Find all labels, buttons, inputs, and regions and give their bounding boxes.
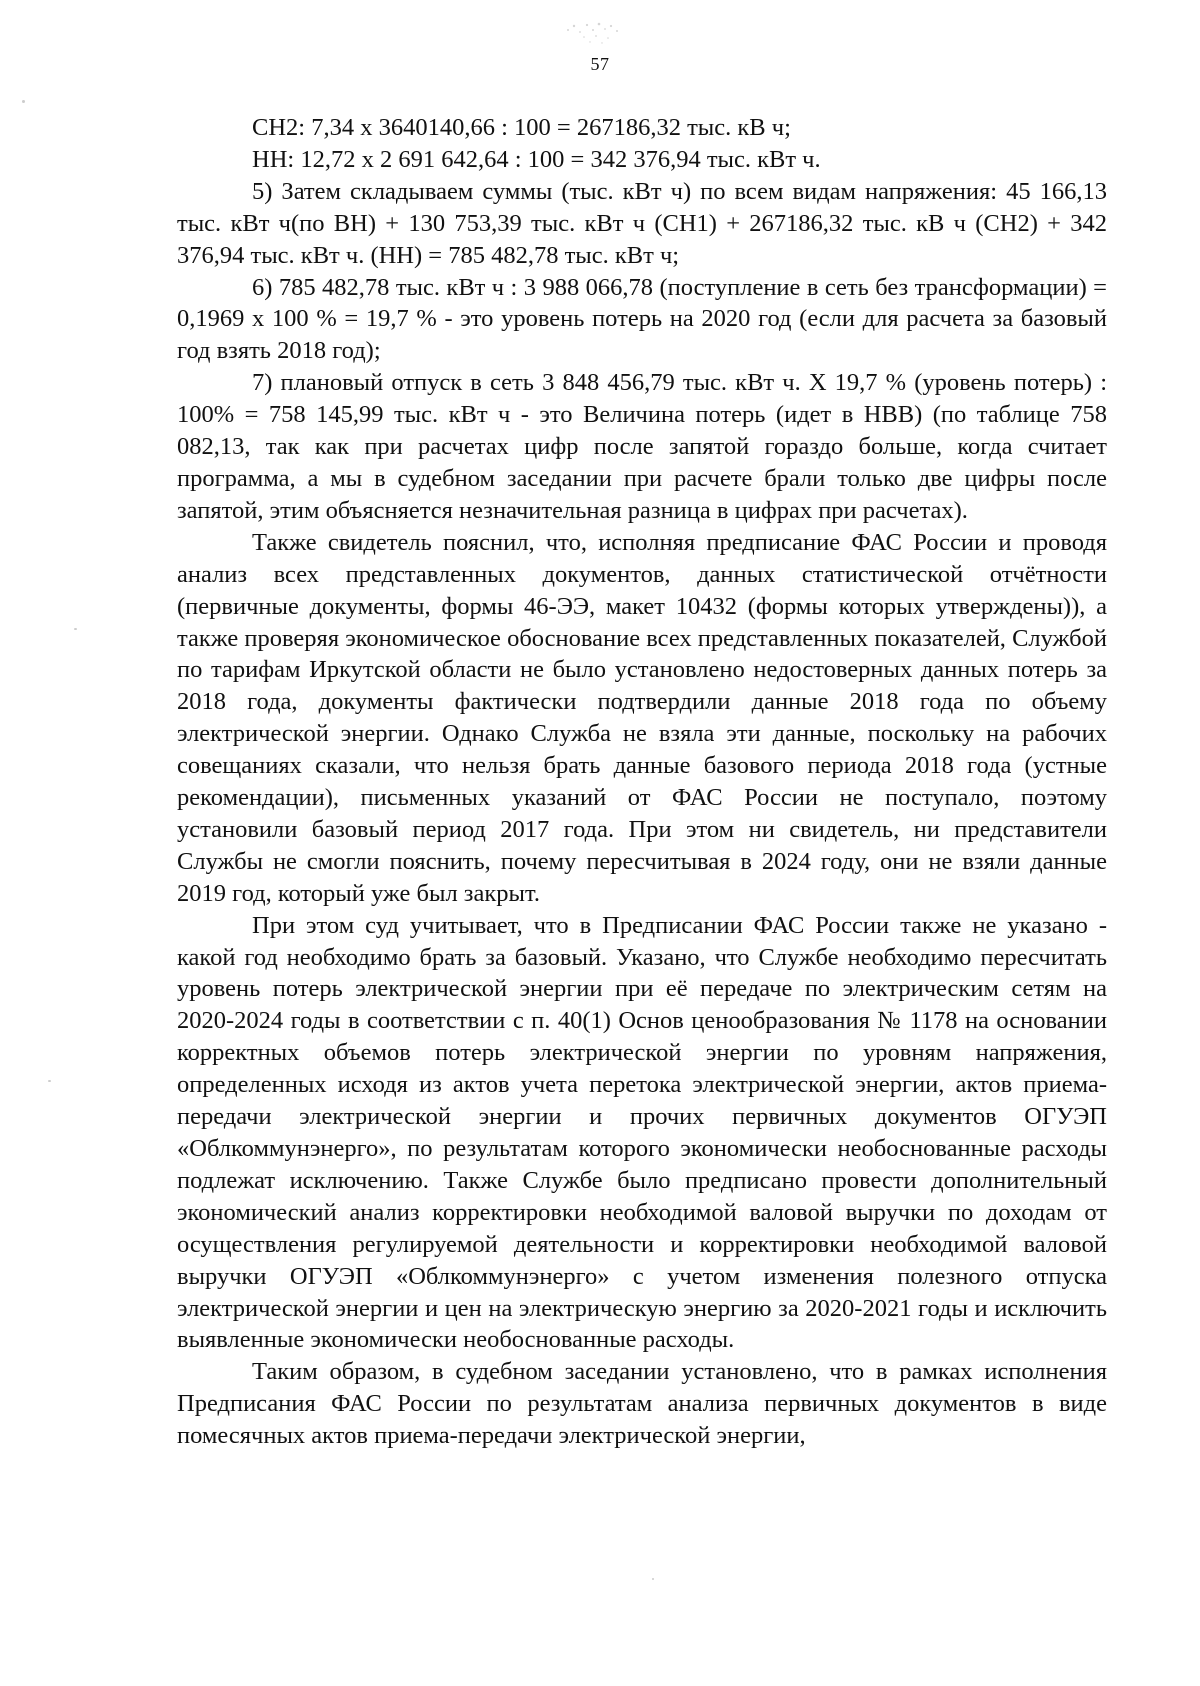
scan-speck bbox=[48, 1080, 51, 1082]
faint-stamp-mark bbox=[560, 16, 630, 50]
paragraph-witness-explanation: Также свидетель пояснил, что, исполняя предписание ФАС России и проводя анализ всех представленных документов, данных статистической отчётности (первичные документы, формы 46-ЭЭ, макет 10432 (формы которых утверждены)), а также проверяя экономическое обоснование всех представленных показателей, Службой по тарифам Иркутской области не было установлено недостоверных данных потерь за 2018 года, документы фактически подтвердили данные 2018 года по объему электрической энергии. Однако Служба не взяла эти данные, поскольку на рабочих совещаниях сказали, что нельзя брать данные базового периода 2018 года (устные рекомендации), письменных указаний от ФАС России не поступало, поэтому установили базовый период 2017 года. При этом ни свидетель, ни представители Службы не смогли пояснить, почему пересчитывая в 2024 году, они не взяли данные 2019 год, который уже был закрыт. bbox=[177, 528, 1107, 907]
paragraph-step-6: 6) 785 482,78 тыс. кВт ч : 3 988 066,78 (поступление в сеть без трансформации) = 0,1969 х 100 % = 19,7 % - это уровень потерь на 2020 год (если для расчета за базовый год взять 2018 год); bbox=[177, 273, 1107, 365]
paragraph-conclusion: Таким образом, в судебном заседании установлено, что в рамках исполнения Предписания ФАС России по результатам анализа первичных документов в виде помесячных актов приема-передачи электрической энергии, bbox=[177, 1358, 1107, 1450]
paragraph-court-considers: При этом суд учитывает, что в Предписании ФАС России также не указано - какой год необходимо брать за базовый. Указано, что Службе необходимо пересчитать уровень потерь электрической энергии при её передаче по электрическим сетям на 2020-2024 годы в соответствии с п. 40(1) Основ ценообразования № 1178 на основании корректных объемов потерь электрической энергии по уровням напряжения, определенных исходя из актов учета перетока электрической энергии, актов приема-передачи электрической энергии и прочих первичных документов ОГУЭП «Облкоммунэнерго», по результатам которого экономически необоснованные расходы подлежат исключению. Также Службе было предписано провести дополнительный экономический анализ корректировки необходимой валовой выручки по доходам от осуществления регулируемой деятельности и корректировки необходимой валовой выручки ОГУЭП «Облкоммунэнерго» с учетом изменения полезного отпуска электрической энергии и цен на электрическую энергию за 2020-2021 годы и исключить выявленные экономически необоснованные расходы. bbox=[177, 911, 1107, 1354]
paragraph-step-5: 5) Затем складываем суммы (тыс. кВт ч) по всем видам напряжения: 45 166,13 тыс. кВт ч(по ВН) + 130 753,39 тыс. кВт ч (СН1) + 267186,32 тыс. кВ ч (СН2) + 342 376,94 тыс. кВт ч. (НН) = 785 482,78 тыс. кВт ч; bbox=[177, 177, 1107, 269]
scan-speck bbox=[652, 1578, 654, 1580]
document-body bbox=[177, 112, 1107, 1452]
page-number: 57 bbox=[590, 54, 610, 74]
scan-speck bbox=[22, 100, 25, 103]
paragraph-step-7: 7) плановый отпуск в сеть 3 848 456,79 тыс. кВт ч. Х 19,7 % (уровень потерь) : 100% = 758 145,99 тыс. кВт ч - это Величина потерь (идет в НВВ) (по таблице 758 082,13, так как при расчетах цифр после запятой гораздо больше, когда считает программа, а мы в судебном заседании при расчете брали только две цифры после запятой, этим объясняется незначительная разница в цифрах при расчетах). bbox=[177, 369, 1107, 524]
formula-line-nn: НН: 12,72 х 2 691 642,64 : 100 = 342 376,94 тыс. кВт ч. bbox=[252, 145, 821, 173]
formula-line-sn2: СН2: 7,34 х 3640140,66 : 100 = 267186,32 тыс. кВ ч; bbox=[252, 114, 791, 141]
scan-speck bbox=[74, 628, 77, 630]
